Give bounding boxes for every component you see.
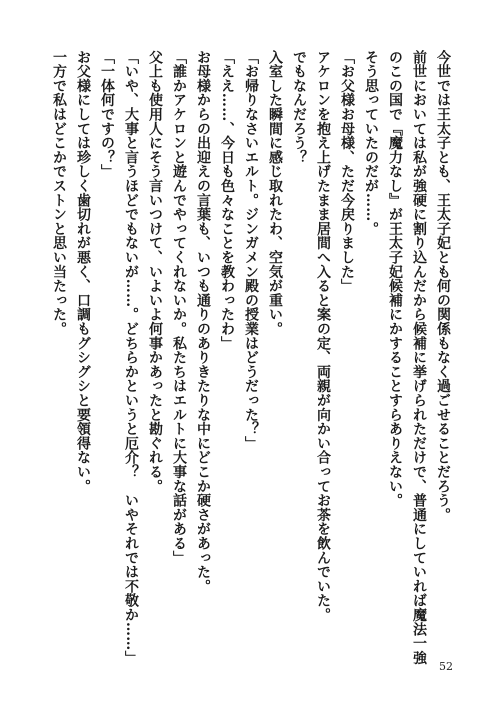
text-line: 「ええ……、今日も色々なことを教わったわ」: [219, 50, 235, 351]
page-number: 52: [439, 660, 453, 673]
text-line: そう思っていたのだが……。: [363, 50, 379, 236]
text-line: 「お父様お母様、ただ今戻りました」: [339, 50, 355, 294]
text-line: 入室した瞬間に感じ取れたわ、空気が重い。: [267, 50, 283, 336]
text-line: 父上も使用人にそう言いつけて、いよいよ何事かあったと勘ぐれる。: [147, 50, 163, 494]
text-line: 「一体何ですの？」: [99, 50, 115, 179]
text-line: アケロンを抱え上げたまま居間へ入ると案の定、両親が向かい合ってお茶を飲んでいた。: [315, 50, 331, 622]
text-line: 一方で私はどこかでストンと思い当たった。: [51, 50, 67, 336]
text-line: 「誰かアケロンと遊んでやってくれないか。私たちはエルトに大事な話がある」: [171, 50, 187, 565]
text-line: お父様にしては珍しく歯切れが悪く、口調もグシグシと要領得ない。: [75, 50, 91, 494]
text-line: 前世においては私が強硬に割り込んだから候補に挙げられただけで、普通にしていれば魔法一強: [411, 50, 427, 665]
text-line: 「お帰りなさいエルト。ジンガメン殿の授業はどうだった？」: [243, 50, 259, 451]
text-line: 今世では王太子とも、王太子妃とも何の関係もなく過ごせることだろう。: [435, 50, 451, 522]
text-line: 「いや、大事と言うほどでもないが……。どちらかというと厄介？ いやそれでは不敬か……」: [123, 50, 139, 665]
text-line: お母様からの出迎えの言葉も、いつも通りのありきたりな中にどこか硬さがあった。: [195, 50, 211, 594]
text-line: のこの国で『魔力なし』が王太子妃候補にかすることすらありえない。: [387, 50, 403, 508]
body-text: [47, 50, 455, 665]
text-line: でもなんだろう？: [291, 50, 307, 165]
